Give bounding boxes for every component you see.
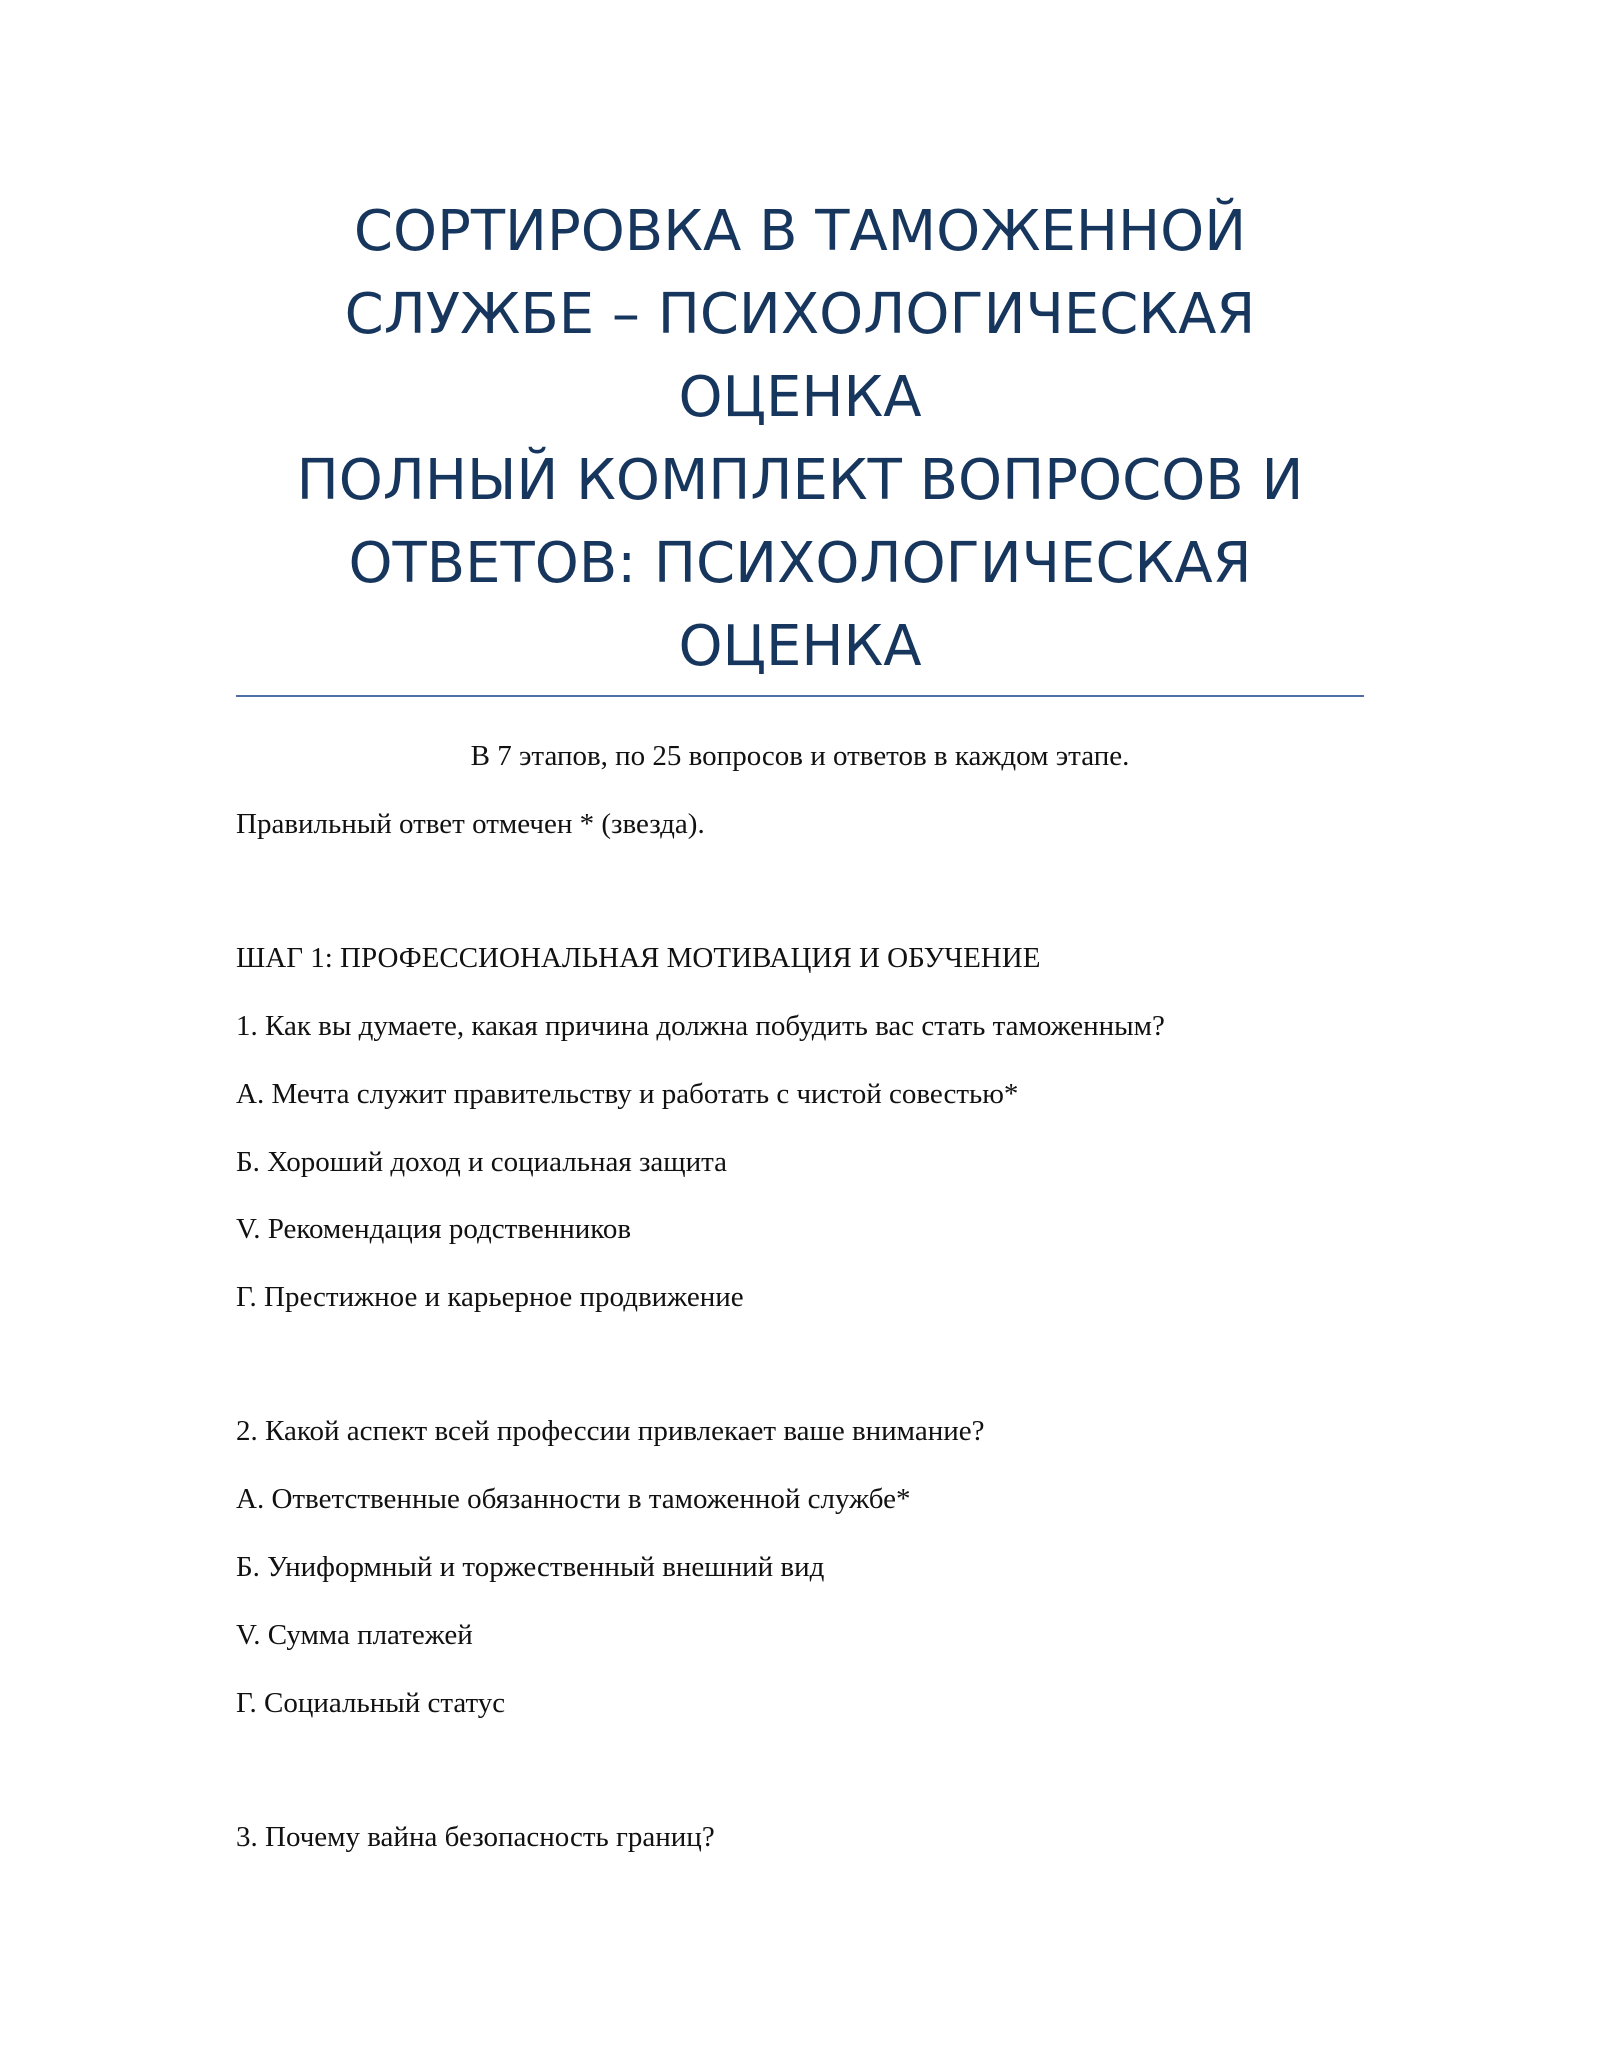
question-text: 1. Как вы думаете, какая причина должна побудить вас стать таможенным? (236, 1010, 1165, 1042)
intro-summary: В 7 этапов, по 25 вопросов и ответов в каждом этапе. (470, 740, 1130, 772)
answer-option: Б. Хороший доход и социальная защита (236, 1146, 728, 1178)
answer-option: V. Сумма платежей (236, 1619, 473, 1651)
answer-option: Г. Социальный статус (236, 1687, 506, 1719)
title-line: ПОЛНЫЙ КОМПЛЕКТ ВОПРОСОВ И (296, 448, 1304, 513)
document-title (236, 190, 1364, 688)
title-line: СОРТИРОВКА В ТАМОЖЕННОЙ (353, 199, 1247, 264)
title-line: ОЦЕНКА (678, 614, 922, 679)
title-underline-rule (236, 695, 1364, 697)
intro-note: Правильный ответ отмечен * (звезда). (236, 808, 705, 840)
title-line: СЛУЖБЕ – ПСИХОЛОГИЧЕСКАЯ (344, 282, 1256, 347)
question-text: 2. Какой аспект всей профессии привлекает ваше внимание? (236, 1415, 985, 1447)
answer-option: V. Рекомендация родственников (236, 1213, 632, 1245)
title-line: ОЦЕНКА (678, 365, 922, 430)
answer-option: А. Мечта служит правительству и работать с чистой совестью* (236, 1078, 1019, 1110)
title-line: ОТВЕТОВ: ПСИХОЛОГИЧЕСКАЯ (348, 531, 1252, 596)
step-heading: ШАГ 1: ПРОФЕССИОНАЛЬНАЯ МОТИВАЦИЯ И ОБУЧЕНИЕ (236, 942, 1041, 974)
answer-option: Г. Престижное и карьерное продвижение (236, 1281, 744, 1313)
answer-option: А. Ответственные обязанности в таможенной службе* (236, 1483, 911, 1515)
answer-option: Б. Униформный и торжественный внешний вид (236, 1551, 825, 1583)
question-text: 3. Почему вайна безопасность границ? (236, 1821, 715, 1853)
